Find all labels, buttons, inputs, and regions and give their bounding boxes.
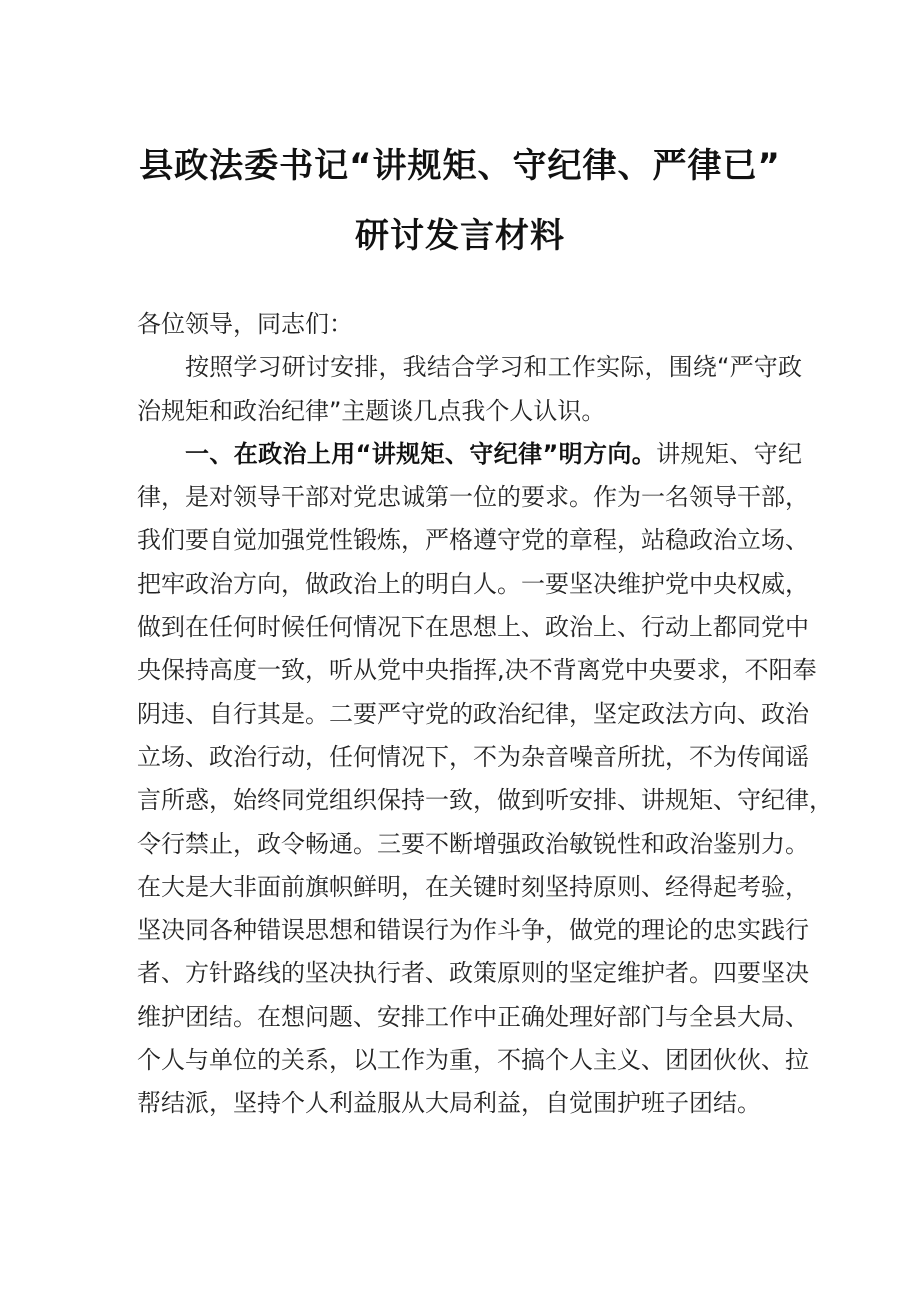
paragraph-line: 立场、政治行动，任何情况下，不为杂音噪音所扰，不为传闻谣 <box>137 742 809 771</box>
section-heading-line <box>137 438 802 481</box>
paragraph-line: 言所惑，始终同党组织保持一致，做到听安排、讲规矩、守纪律， <box>137 786 833 815</box>
paragraph-line: 央保持高度一致，听从党中央指挥,决不背离党中央要求，不阳奉 <box>137 656 817 685</box>
paragraph-line: 我们要自觉加强党性锻炼，严格遵守党的章程，站稳政治立场、 <box>137 526 809 555</box>
paragraph-line: 个人与单位的关系，以工作为重，不搞个人主义、团团伙伙、拉 <box>137 1046 809 1075</box>
document-body <box>137 308 833 1131</box>
paragraph-line: 者、方针路线的坚决执行者、政策原则的坚定维护者。四要坚决 <box>137 959 809 988</box>
paragraph-line: 阴违、自行其是。二要严守党的政治纪律，坚定政法方向、政治 <box>137 699 809 728</box>
paragraph-line: 令行禁止，政令畅通。三要不断增强政治敏锐性和政治鉴别力。 <box>137 829 809 858</box>
paragraph-line: 按照学习研讨安排，我结合学习和工作实际，围绕“严守政 <box>185 353 802 382</box>
paragraph-line: 坚决同各种错误思想和错误行为作斗争，做党的理论的忠实践行 <box>137 916 809 945</box>
document-title-line-1: 县政法委书记“讲规矩、守纪律、严律已” <box>139 146 781 186</box>
paragraph-line: 律，是对领导干部对党忠诚第一位的要求。作为一名领导干部， <box>137 483 809 512</box>
paragraph-line: 帮结派，坚持个人利益服从大局利益，自觉围护班子团结。 <box>137 1089 761 1118</box>
document-title-line-2: 研讨发言材料 <box>355 216 565 256</box>
salutation: 各位领导，同志们： <box>137 310 353 338</box>
paragraph-text: 讲规矩、守纪 <box>656 439 802 468</box>
paragraph-line: 做到在任何时候任何情况下在思想上、政治上、行动上都同党中 <box>137 613 809 642</box>
paragraph-line: 维护团结。在想问题、安排工作中正确处理好部门与全县大局、 <box>137 1002 809 1031</box>
section-heading: 一、在政治上用“讲规矩、守纪律”明方向。 <box>185 439 657 468</box>
paragraph-line: 治规矩和政治纪律”主题谈几点我个人认识。 <box>137 396 606 425</box>
paragraph-line: 在大是大非面前旗帜鲜明，在关键时刻坚持原则、经得起考验， <box>137 872 809 901</box>
paragraph-line: 把牢政治方向，做政治上的明白人。一要坚决维护党中央权威， <box>137 569 809 598</box>
